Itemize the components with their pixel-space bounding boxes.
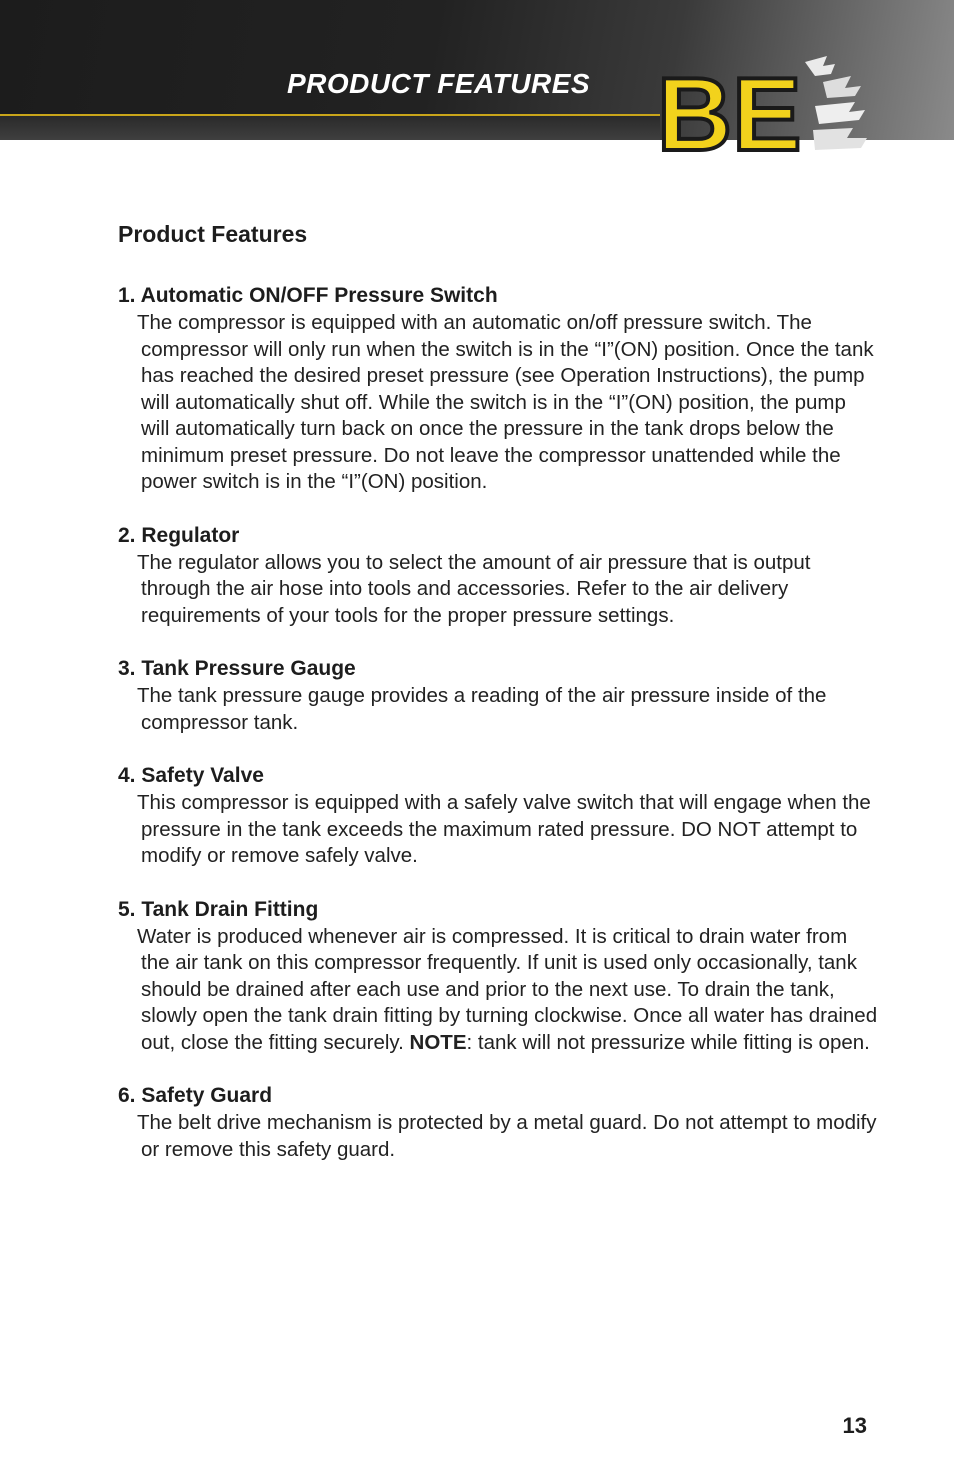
note-label: NOTE: [409, 1030, 467, 1054]
feature-heading: 2. Regulator: [118, 523, 240, 547]
feature-heading: 5. Tank Drain Fitting: [118, 897, 319, 921]
header-accent-stripe: [0, 114, 660, 140]
page-number: 13: [842, 1413, 867, 1438]
section-title: Product Features: [118, 221, 308, 247]
feature-body: The tank pressure gauge provides a reading of the air pressure inside of the compressor tank.: [137, 684, 827, 734]
feature-body: The belt drive mechanism is protected by a metal guard. Do not attempt to modify or remove this safety guard.: [137, 1111, 877, 1161]
feature-tank-pressure-gauge: [118, 655, 878, 736]
main-content: [118, 218, 878, 1189]
feature-heading: 4. Safety Valve: [118, 764, 264, 787]
feature-body: [118, 924, 878, 1057]
feature-tank-drain-fitting: [118, 896, 878, 1057]
header-title: PRODUCT FEATURES: [287, 68, 591, 99]
feature-heading: 3. Tank Pressure Gauge: [118, 657, 356, 680]
be-logo-icon: [655, 52, 870, 158]
feature-regulator: [118, 522, 878, 630]
feature-heading: 6. Safety Guard: [118, 1084, 273, 1107]
feature-pressure-switch: [118, 282, 878, 496]
feature-heading: 1. Automatic ON/OFF Pressure Switch: [118, 284, 498, 307]
feature-safety-guard: [118, 1082, 878, 1163]
feature-body: The compressor is equipped with an automatic on/off pressure switch. The compressor will only run when the switch is in the “I”(ON) position. Once the tank has reached the desired preset pressure (see Operation Instructions), the pump will automatically shut off. While the switch is in the “I”(ON) position, the pump will automatically turn back on once the pressure in the tank drops below the minimum preset pressure. Do not leave the compressor unattended while the power switch is in the “I”(ON) position.: [137, 311, 874, 493]
note-text: : tank will not pressurize while fitting is open.: [466, 1030, 870, 1054]
feature-body: The regulator allows you to select the amount of air pressure that is output through the air hose into tools and accessories. Refer to the air delivery requirements of your tools for the proper pressure settings.: [137, 550, 811, 627]
feature-safety-valve: [118, 762, 878, 870]
logo-text: BE: [657, 57, 802, 158]
feature-body-text: Water is produced whenever air is compressed. It is critical to drain water from the air tank on this compressor frequently. If unit is used only occasionally, tank should be drained after each use and prior to the next use. To drain the tank, slowly open the tank drain fitting by turning clockwise. Once all water has drained out, close the fitting securely.: [137, 924, 878, 1054]
feature-body: This compressor is equipped with a safely valve switch that will engage when the pressure in the tank exceeds the maximum rated pressure. DO NOT attempt to modify or remove safely valve.: [137, 791, 871, 867]
